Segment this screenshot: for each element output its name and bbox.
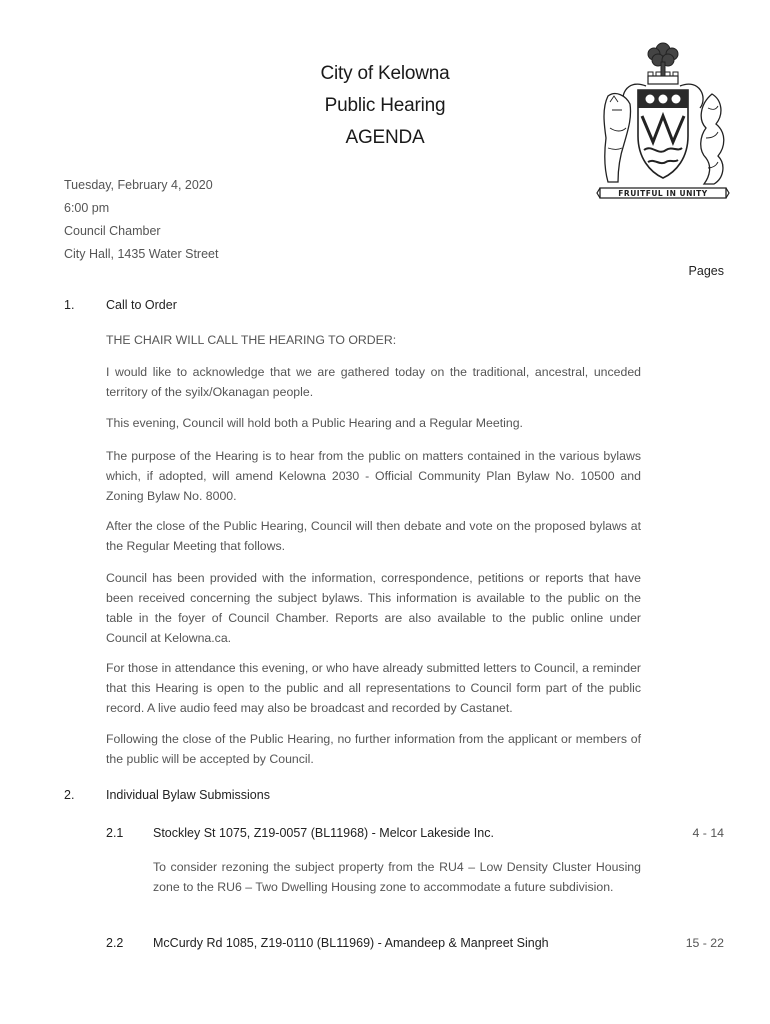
section-2-title: Individual Bylaw Submissions: [106, 788, 270, 802]
meeting-time: 6:00 pm: [64, 201, 110, 215]
title-agenda: AGENDA: [345, 127, 425, 148]
item-2-2-number: 2.2: [106, 936, 124, 950]
meeting-format-paragraph: This evening, Council will hold both a Public Hearing and a Regular Meeting.: [106, 416, 523, 430]
item-2-1-number: 2.1: [106, 826, 124, 840]
item-2-1-description: To consider rezoning the subject property from the RU4 – Low Density Cluster Housing zone to the RU6 – Two Dwelling Housing zone to accommodate a future subdivision.: [153, 860, 641, 894]
pages-column-label: Pages: [688, 264, 724, 278]
meeting-location: City Hall, 1435 Water Street: [64, 247, 219, 261]
item-2-2-pages: 15 - 22: [685, 936, 724, 950]
title-city: City of Kelowna: [320, 63, 450, 84]
chair-call-paragraph: THE CHAIR WILL CALL THE HEARING TO ORDER:: [106, 333, 397, 347]
debate-paragraph: After the close of the Public Hearing, Council will then debate and vote on the proposed bylaws at the Regular Meeting that follows.: [106, 519, 641, 553]
section-1-number: 1.: [64, 298, 75, 312]
meeting-details: [64, 174, 218, 266]
item-2-1-title: Stockley St 1075, Z19-0057 (BL11968) - Melcor Lakeside Inc.: [153, 826, 494, 840]
closing-paragraph: Following the close of the Public Hearing, no further information from the applicant or members of the public will be accepted by Council.: [106, 732, 641, 766]
item-2-2-title: McCurdy Rd 1085, Z19-0110 (BL11969) - Amandeep & Manpreet Singh: [153, 936, 549, 950]
section-2-number: 2.: [64, 788, 75, 802]
meeting-date: Tuesday, February 4, 2020: [64, 178, 213, 192]
city-crest-logo: [596, 38, 730, 202]
land-acknowledgement-paragraph: I would like to acknowledge that we are gathered today on the traditional, ancestral, unceded territory of the syilx/Okanagan people.: [106, 365, 641, 399]
meeting-room: Council Chamber: [64, 224, 161, 238]
title-block: [270, 58, 500, 154]
hearing-purpose-paragraph: The purpose of the Hearing is to hear from the public on matters contained in the various bylaws which, if adopted, will amend Kelowna 2030 - Official Community Plan Bylaw No. 10500 and Zoning Bylaw No. 8000.: [106, 449, 641, 503]
item-2-1-pages: 4 - 14: [692, 826, 724, 840]
crest-motto: FRUITFUL IN UNITY: [618, 189, 708, 198]
information-available-paragraph: Council has been provided with the information, correspondence, petitions or reports that have been received concerning the subject bylaws. This information is available to the public on the table in the foyer of Council Chamber. Reports are also available to the public online under Council at Kelowna.ca.: [106, 571, 641, 645]
public-record-paragraph: For those in attendance this evening, or who have already submitted letters to Council, a reminder that this Hearing is open to the public and all representations to Council form part of the public record. A live audio feed may also be broadcast and recorded by Castanet.: [106, 661, 641, 715]
section-1-title: Call to Order: [106, 298, 177, 312]
title-meeting-type: Public Hearing: [324, 95, 446, 116]
